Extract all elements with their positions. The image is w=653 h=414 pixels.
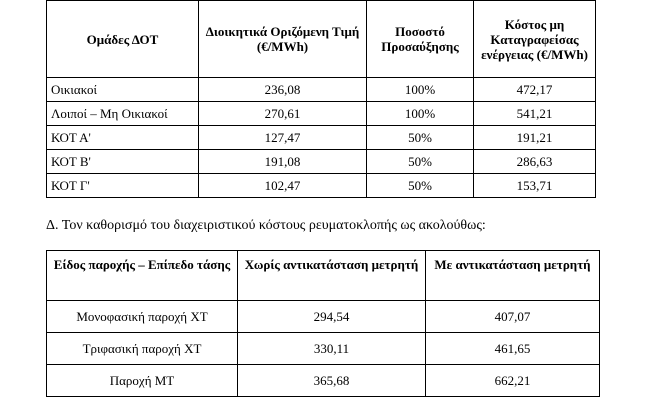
table-cell: 662,21 xyxy=(426,365,600,397)
table-cell: 330,11 xyxy=(238,333,426,365)
table-row xyxy=(47,126,596,150)
table-cell: 100% xyxy=(367,78,474,102)
table-row xyxy=(47,150,596,174)
table-cell: 407,07 xyxy=(426,301,600,333)
table-row xyxy=(47,78,596,102)
table-cell: Τριφασική παροχή ΧΤ xyxy=(47,333,238,365)
table-cell: 286,63 xyxy=(474,150,596,174)
table-cell: ΚΟΤ Β' xyxy=(47,150,199,174)
table-cell: ΚΟΤ Α' xyxy=(47,126,199,150)
table-cell: 127,47 xyxy=(199,126,367,150)
table-cell: 270,61 xyxy=(199,102,367,126)
table-cell: 461,65 xyxy=(426,333,600,365)
header-cell: Με αντικατάσταση μετρητή xyxy=(426,251,600,301)
table-cell: 100% xyxy=(367,102,474,126)
table-header-row xyxy=(47,251,600,301)
table-cell: Παροχή ΜΤ xyxy=(47,365,238,397)
table-row xyxy=(47,365,600,397)
header-cell: Χωρίς αντικατάσταση μετρητή xyxy=(238,251,426,301)
header-cell: Ποσοστό Προσαύξησης xyxy=(367,1,474,78)
table-cell: 236,08 xyxy=(199,78,367,102)
dot-cost-table xyxy=(46,0,596,198)
table-cell: 294,54 xyxy=(238,301,426,333)
table-row xyxy=(47,102,596,126)
header-cell: Είδος παροχής – Επίπεδο τάσης xyxy=(47,251,238,301)
header-cell: Ομάδες ΔΟΤ xyxy=(47,1,199,78)
table-row xyxy=(47,174,596,198)
table-cell: 153,71 xyxy=(474,174,596,198)
table-row xyxy=(47,333,600,365)
table-cell: 365,68 xyxy=(238,365,426,397)
table-cell: 541,21 xyxy=(474,102,596,126)
table-header-row xyxy=(47,1,596,78)
table-cell: 50% xyxy=(367,126,474,150)
table-cell: 472,17 xyxy=(474,78,596,102)
table-cell: 102,47 xyxy=(199,174,367,198)
header-cell: Κόστος μη Καταγραφείσας ενέργειας (€/MWh) xyxy=(474,1,596,78)
table-cell: 50% xyxy=(367,174,474,198)
table-cell: Οικιακοί xyxy=(47,78,199,102)
section-paragraph: Δ. Τον καθορισμό του διαχειριστικού κόστους ρευματοκλοπής ως ακολούθως: xyxy=(46,218,486,233)
table-cell: Λοιποί – Μη Οικιακοί xyxy=(47,102,199,126)
header-cell: Διοικητικά Οριζόμενη Τιμή (€/MWh) xyxy=(199,1,367,78)
table-cell: 50% xyxy=(367,150,474,174)
table-cell: 191,21 xyxy=(474,126,596,150)
table-cell: ΚΟΤ Γ' xyxy=(47,174,199,198)
table-cell: 191,08 xyxy=(199,150,367,174)
theft-cost-table xyxy=(46,250,600,397)
table-cell: Μονοφασική παροχή ΧΤ xyxy=(47,301,238,333)
table-row xyxy=(47,301,600,333)
